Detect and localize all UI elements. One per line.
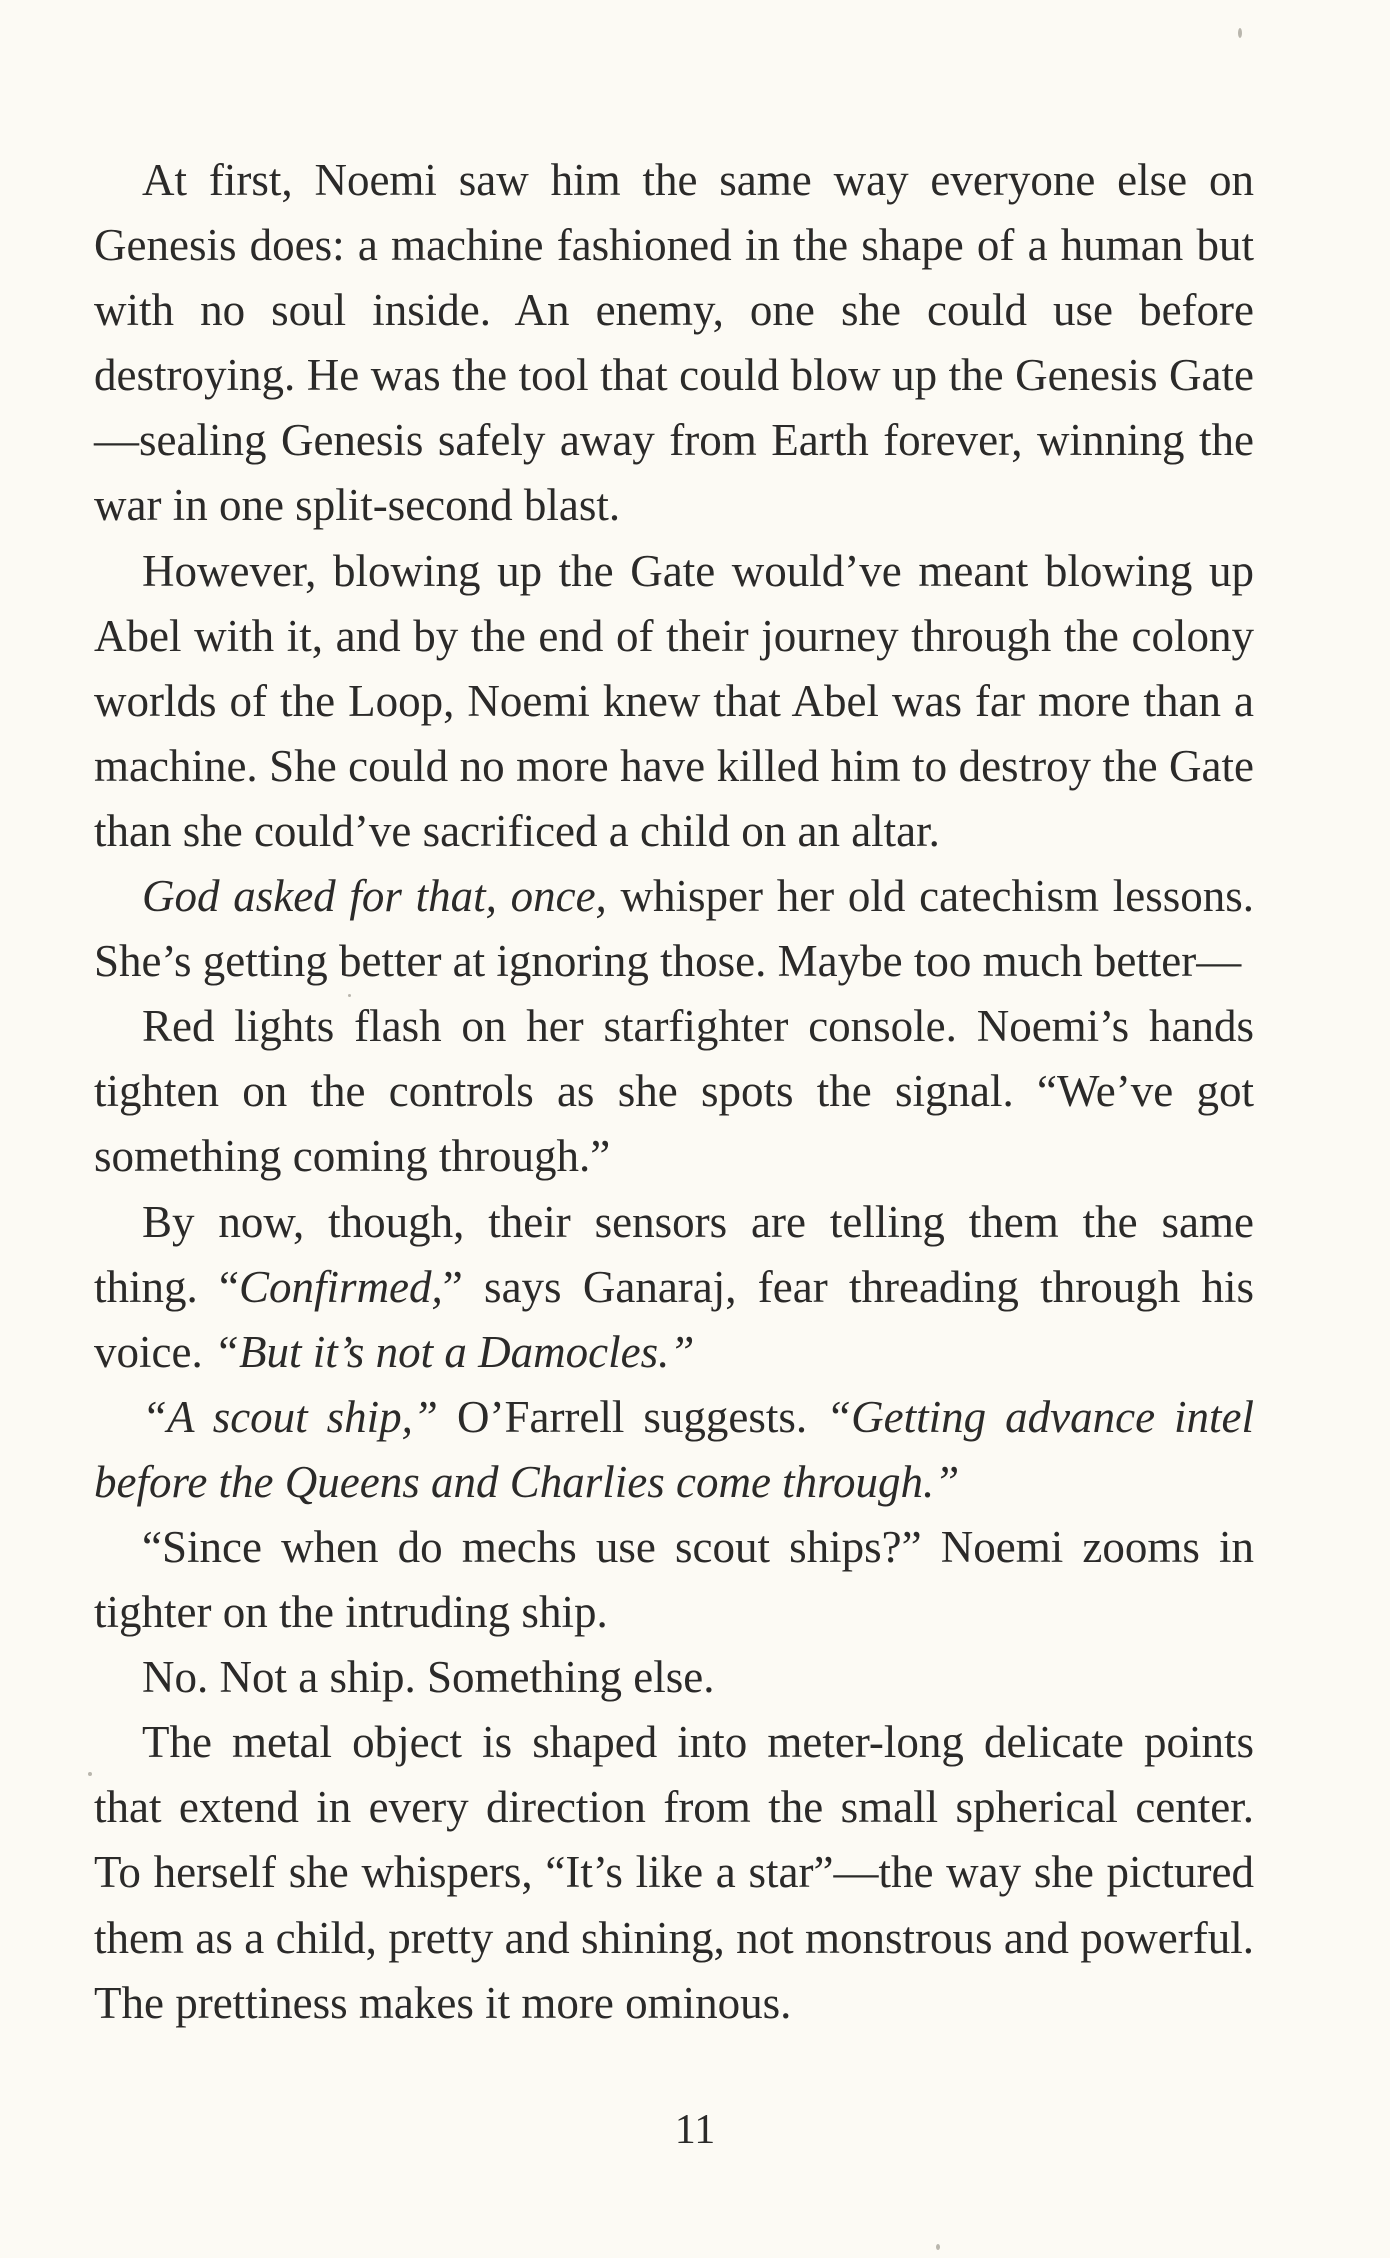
paragraph [94,864,1254,994]
text-segment: However, blowing up the Gate would’ve meant blowing up Abel with it, and by the end of their journey through the colony worlds of the Loop, Noemi knew that Abel was far more than a machine. She could no more have killed him to destroy the Gate than she could’ve sacrificed a child on an altar. [94,545,1254,856]
page-number: 11 [674,2107,716,2153]
italic-text-segment: Confirmed, [239,1261,443,1312]
text-segment: No. Not a ship. Something else. [142,1652,715,1703]
italic-text-segment: “Getting advance intel before the Queens and Charlies come through.” [94,1391,1255,1507]
italic-text-segment: God asked for that, once, [142,871,607,922]
italic-text-segment: “A scout ship,” [142,1391,438,1442]
text-segment: “Since when do mechs use scout ships?” Noemi zooms in tighter on the intruding ship. [94,1521,1254,1638]
text-segment: Red lights flash on her starfighter console. Noemi’s hands tighten on the controls as she spots the signal. “We’ve got something coming through.” [94,1001,1254,1182]
text-segment: whisper her old catechism lessons. She’s getting better at ignoring those. Maybe too much better— [94,871,1254,987]
paragraph [94,994,1254,1189]
paragraph [94,1515,1254,1645]
text-segment: ” says Ganaraj, fear threading through his voice. [94,1261,1255,1377]
paragraph [94,1385,1254,1515]
paper-speck [1238,28,1242,38]
paper-speck [348,994,351,997]
text-segment: O’Farrell suggests. [437,1391,827,1442]
text-segment: By now, though, their sensors are telling them the same thing. “ [94,1196,1254,1312]
body-text [94,148,1254,2036]
italic-text-segment: “But it’s not a Damocles.” [213,1326,695,1377]
paper-speck [936,2244,940,2250]
paragraph [94,539,1254,864]
paragraph [94,1190,1254,1385]
text-segment: The metal object is shaped into meter-long delicate points that extend in every direction from the small spherical center. To herself she whispers, “It’s like a star”—the way she pictured them as a child, pretty and shining, not monstrous and powerful. The prettiness makes it more ominous. [94,1717,1254,2028]
paragraph [94,1645,1254,1710]
paper-speck [88,1772,92,1776]
paragraph [94,148,1254,539]
text-segment: At first, Noemi saw him the same way everyone else on Genesis does: a machine fashioned in the shape of a human but with no soul inside. An enemy, one she could use before destroying. He was the tool that could blow up the Genesis Gate—sealing Genesis safely away from Earth forever, winning the war in one split-second blast. [94,155,1254,531]
paragraph [94,1710,1254,2035]
